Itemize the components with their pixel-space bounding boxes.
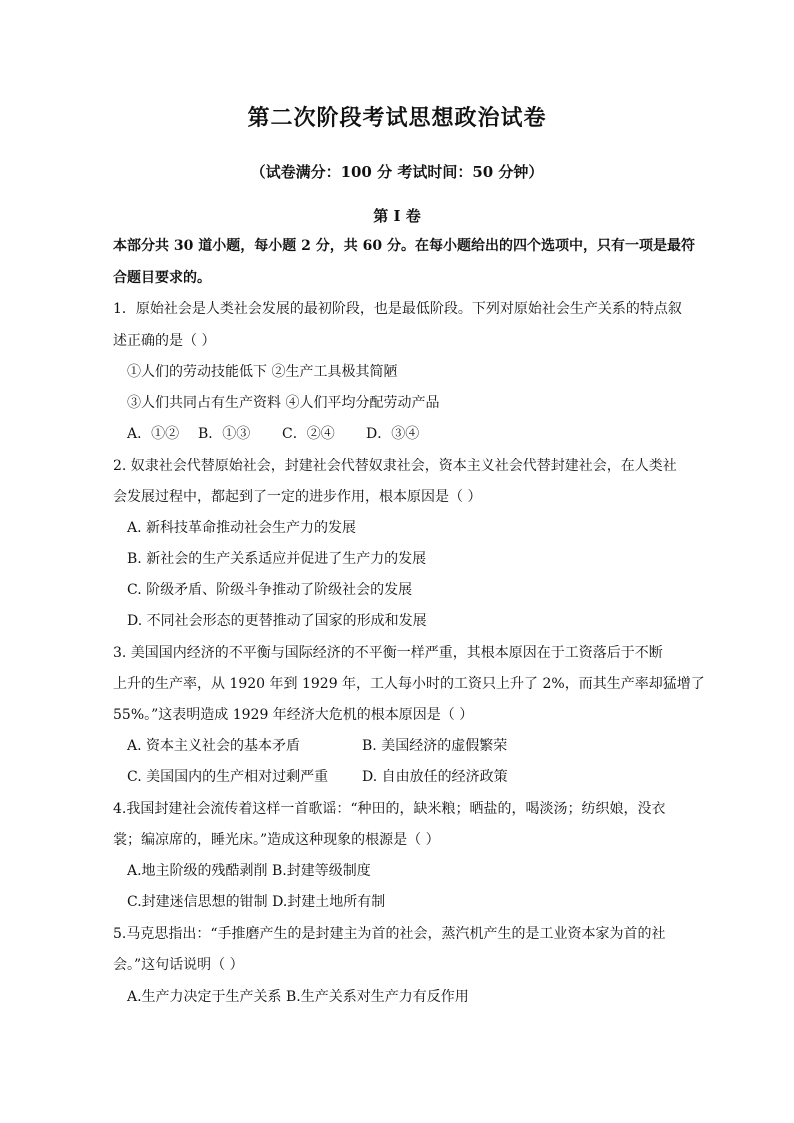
instructions-line-2: 合题目要求的。 xyxy=(113,270,211,286)
q5-stem-line-2: 会。”这句话说明（ ） xyxy=(113,957,244,973)
q3-stem-line-3: 55%。”这表明造成 1929 年经济大危机的根本原因是（ ） xyxy=(113,707,474,723)
q3-option-a: A. 资本主义社会的基本矛盾 xyxy=(127,738,301,754)
instructions-line-1: 本部分共 30 道小题，每小题 2 分，共 60 分。在每小题给出的四个选项中，只有一项是最符 xyxy=(113,238,695,254)
q1-option-a: A．①② xyxy=(127,426,180,442)
section-heading: 第 I 卷 xyxy=(373,207,421,225)
q2-option-d: D. 不同社会形态的更替推动了国家的形成和发展 xyxy=(127,613,427,629)
q1-stem-line-2: 述正确的是（ ） xyxy=(113,333,216,349)
q4-stem-line-2: 裳；编凉席的，睡光床。”造成这种现象的根源是（ ） xyxy=(113,832,440,848)
q4-stem-line-1: 4.我国封建社会流传着这样一首歌谣：“种田的，缺米粮；晒盐的，喝淡汤；纺织娘，没衣 xyxy=(113,801,666,817)
q2-stem-line-2: 会发展过程中，都起到了一定的进步作用，根本原因是（ ） xyxy=(113,489,482,505)
q1-item-line-2: ③人们共同占有生产资料 ④人们平均分配劳动产品 xyxy=(127,395,440,411)
q3-option-c: C. 美国国内的生产相对过剩严重 xyxy=(127,769,329,785)
q2-option-c: C. 阶级矛盾、阶级斗争推动了阶级社会的发展 xyxy=(127,582,413,598)
q5-stem-line-1: 5.马克思指出：“手推磨产生的是封建主为首的社会，蒸汽机产生的是工业资本家为首的社 xyxy=(113,926,666,942)
q2-option-a: A. 新科技革命推动社会生产力的发展 xyxy=(127,520,357,536)
exam-title: 第二次阶段考试思想政治试卷 xyxy=(247,105,547,131)
q1-option-c: C．②④ xyxy=(282,426,335,442)
q2-stem-line-1: 2. 奴隶社会代替原始社会，封建社会代替奴隶社会，资本主义社会代替封建社会，在人类社 xyxy=(113,458,677,474)
q1-item-line-1: ①人们的劳动技能低下 ②生产工具极其简陋 xyxy=(127,364,398,380)
q3-stem-line-2: 上升的生产率，从 1920 年到 1929 年，工人每小时的工资只上升了 2%，而其生产率却猛增了 xyxy=(113,676,705,692)
q3-option-b: B. 美国经济的虚假繁荣 xyxy=(362,738,508,754)
q1-option-d: D．③④ xyxy=(366,426,420,442)
q1-stem-line-1: 1．原始社会是人类社会发展的最初阶段，也是最低阶段。下列对原始社会生产关系的特点叙 xyxy=(113,301,682,317)
q3-stem-line-1: 3. 美国国内经济的不平衡与国际经济的不平衡一样严重，其根本原因在于工资落后于不断 xyxy=(113,645,663,661)
q1-option-b: B．①③ xyxy=(198,426,251,442)
exam-subtitle: （试卷满分：100 分 考试时间：50 分钟） xyxy=(250,163,544,181)
q4-option-row-1: A.地主阶级的残酷剥削 B.封建等级制度 xyxy=(127,863,371,879)
q2-option-b: B. 新社会的生产关系适应并促进了生产力的发展 xyxy=(127,551,427,567)
q4-option-row-2: C.封建迷信思想的钳制 D.封建土地所有制 xyxy=(127,894,386,910)
q3-option-d: D. 自由放任的经济政策 xyxy=(362,769,508,785)
q5-option-row-1: A.生产力决定于生产关系 B.生产关系对生产力有反作用 xyxy=(127,989,469,1005)
